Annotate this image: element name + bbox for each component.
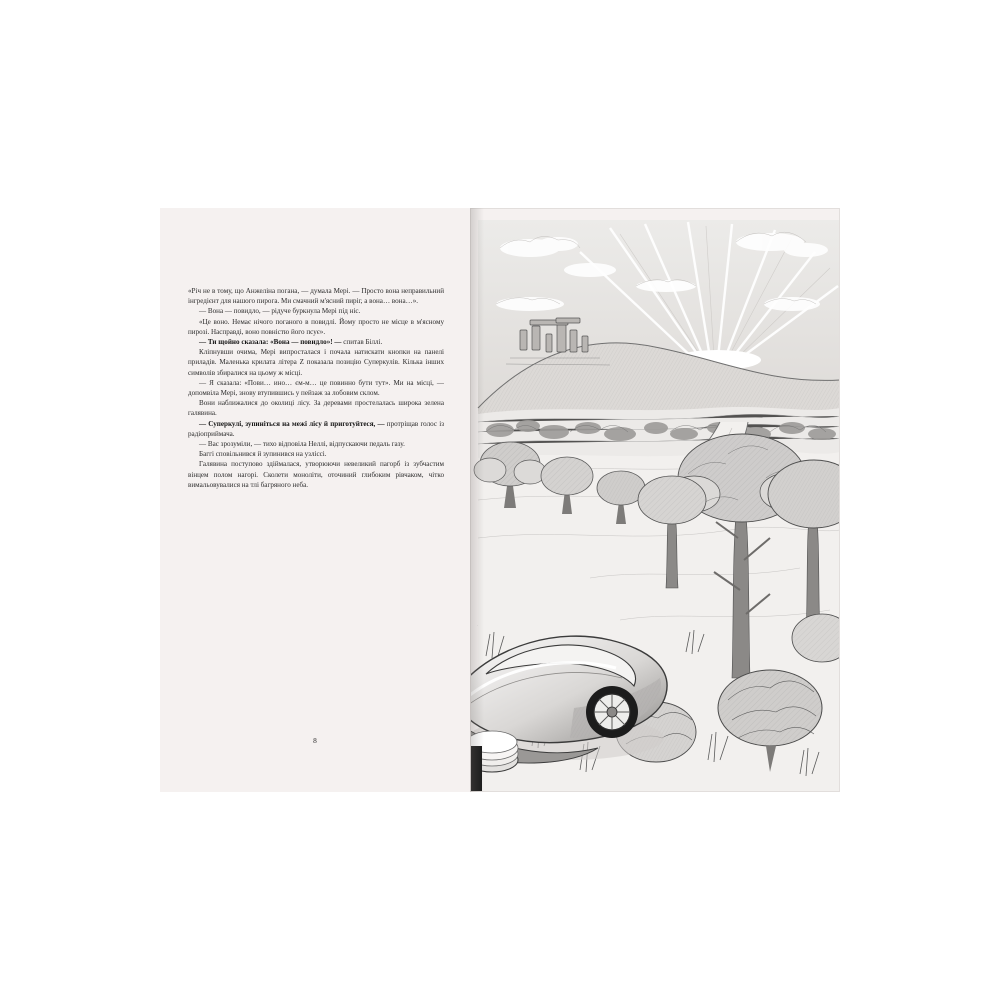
paragraph-text: — Вас зрозуміли, — тихо відповіла Неллі, відпускаючи педаль газу.: [199, 440, 405, 449]
paragraph-text: Баггі сповільнився й зупинився на узліссі.: [199, 450, 327, 459]
paragraph-text: — Вона — повидло, — рідуче буркнула Мері під ніс.: [199, 307, 361, 316]
paragraph: [188, 378, 444, 398]
paragraph: [188, 459, 444, 490]
dialog-emphasis-text: — Ти щойно сказала: «Вона — повидло»! —: [199, 338, 342, 347]
page-number: 8: [313, 736, 317, 745]
paragraph-dialog: [188, 337, 444, 347]
dialog-attribution-text: протріщав голос із радіоприймача.: [188, 419, 444, 438]
dialog-attribution-text: спитав Біллі.: [343, 338, 383, 347]
body-text-column: [188, 286, 444, 490]
right-illustration-page: [470, 208, 840, 792]
paragraph-text: Вони наближалися до околиці лісу. За деревами простелалась широка зелена галявина.: [188, 399, 444, 418]
left-text-page: [160, 208, 470, 792]
paragraph-text: «Річ не в тому, що Анжеліна погана, — думала Мері. — Просто вона неправильний інгредієнт для нашого пирога. Ми смачний м'ясний пиріг, а вона… вона…».: [188, 287, 444, 306]
dialog-emphasis-text: — Суперкулі, зупиніться на межі лісу й приготуйтеся, —: [199, 419, 385, 428]
paragraph: [188, 306, 444, 316]
paragraph-dialog: [188, 419, 444, 439]
paragraph: [188, 449, 444, 459]
paragraph: [188, 347, 444, 378]
paragraph-text: «Це воно. Немає нічого поганого в повидлі. Йому просто не місце в м'ясному пирозі. Насправді, воно повністю його псує».: [188, 317, 444, 336]
paragraph: [188, 317, 444, 337]
paragraph-text: — Я сказала: «Пови… ино… єм-м… це повинно бути тут». Ми на місці, — допомвіла Мері, знову втупившись у пейзаж за лобовим склом.: [188, 378, 444, 398]
paragraph: [188, 286, 444, 306]
book-spread: [160, 208, 840, 792]
vehicle-wheel: [586, 686, 638, 738]
paragraph-text: Кліпнувши очима, Мері випросталася і почала натискати кнопки на панелі приладів. Маленька крилата літера Z показала позицію Суперкулів. Кілька інших символів збиралися на цьому ж місці.: [188, 348, 444, 377]
page-edge-block: [470, 746, 482, 792]
paragraph: [188, 439, 444, 449]
illustration: [470, 208, 840, 792]
paragraph-text: Галявина поступово здіймалася, утворюючи невеликий пагорб із зубчастим вінцем полом нагорі. Сколети моноліти, оточиний глибоким рівчаком, чітко вимальовувалися на тлі багряного неба.: [188, 460, 444, 489]
paragraph: [188, 398, 444, 418]
